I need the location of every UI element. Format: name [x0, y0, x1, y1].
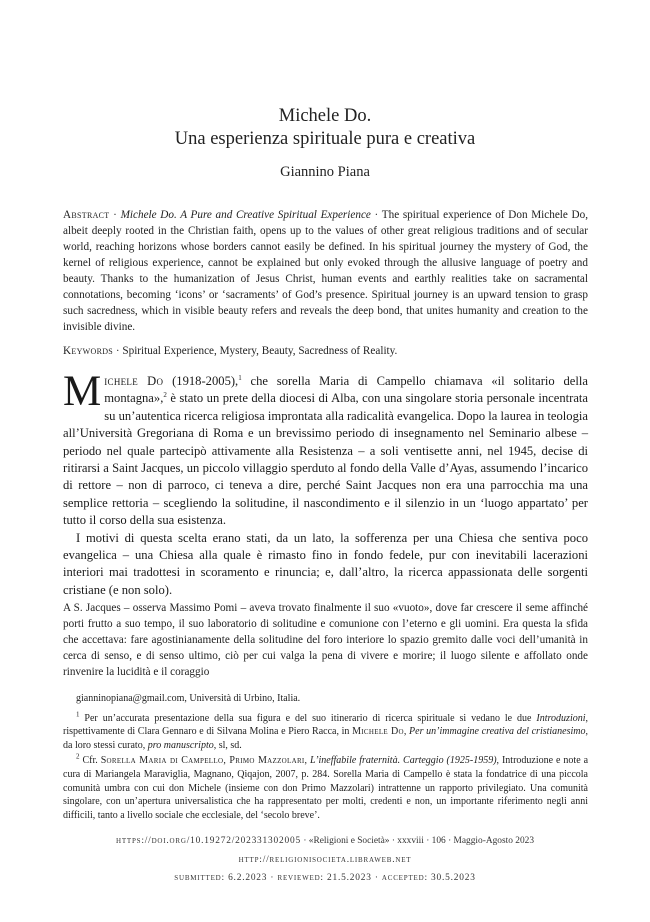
body-text [63, 368, 588, 599]
footnote-italic: pro manuscripto [147, 739, 214, 751]
footnote-1 [63, 712, 588, 753]
abstract-text: The spiritual experience of Don Michele Do, albeit deeply rooted in the Christian faith, opens up to the values of other great religious traditions and of secular world, reaching horizons whose borders cannot easily be defined. In his spiritual journey the mystery of God, the kernel of religious experience, cannot be explained but only evoked through the allusive language of poetry and beauty. Thanks to the humanization of Jesus Christ, human events and earthly realities take on sacramental connotations, becoming ‘icons’ or ‘sacraments’ of God’s presence. Spiritual journey is an upward tension to grasp such sacredness, which in visible beauty refers and reveals the deep bond, that unites humanity and creation to the invisible divine. [63, 209, 588, 333]
article-title [0, 105, 650, 151]
footnote-small-caps: Sorella Maria di Campello, Primo Mazzolari [100, 755, 305, 767]
footnote-text: , Introduzione e note a cura di Mariangela Maraviglia, Magnano, Qiqajon, 2007, p. 284. Sorella Maria di Campello è stata la fondatrice di una piccola comunità umbra con cui don Michele (insieme con don Primo Mazzolari) intrattenne un rapporto privilegiato. Una comunità singolare, con un’apertura universalistica che ha rappresentato per molti, credenti e non, un importante riferimento negli anni difficili, tanto a livello sociale che ecclesiale, del ‘secolo breve’. [63, 755, 589, 821]
footnote-ref-1[interactable]: 1 [238, 373, 242, 382]
abstract [63, 207, 588, 335]
footnote-text: Cfr. [79, 755, 101, 767]
footnote-italic: Per un’immagine creativa del cristianesimo [409, 726, 586, 738]
keywords [63, 343, 588, 359]
abstract-separator: · [109, 209, 121, 221]
footnote-text: , [403, 726, 410, 738]
footnote-ref-2[interactable]: 2 [163, 391, 167, 400]
name-small-caps: ichele Do [104, 374, 164, 388]
footnote-number: 2 [76, 753, 80, 762]
title-line-1: Michele Do. [278, 106, 372, 126]
abstract-separator-2: · [370, 209, 382, 221]
keywords-label: Keywords [63, 345, 114, 357]
footnote-text: , da loro stessi curato, [63, 726, 588, 751]
journal-url[interactable]: http://religionisocieta.libraweb.net [238, 855, 412, 865]
keywords-separator: · [113, 345, 123, 357]
footnote-text: , [304, 755, 310, 767]
block-quote: A S. Jacques – osserva Massimo Pomi – aveva trovato finalmente il suo «vuoto», dove far crescere il seme affinché porti frutto a suo tempo, il suo laboratorio di solitudine e comunione con l’eterno e gli uomini. Era questa la sfida che accettava: fare agostinianamente della solitudine del foro interiore lo spazio gremito dalle voci dell’umanità in cerca di senso, e di senso ultimo, ciò per cui valga la pena di vivere e morire; il luogo silente e affollato onde rinvenire la lucidità e il coraggio [63, 602, 588, 678]
footnote-text: , sl, sd. [213, 739, 242, 751]
paragraph-1-text: che sorella Maria di Campello chiamava «il solitario della montagna», [104, 374, 588, 406]
review-dates: submitted: 6.2.2023 · reviewed: 21.5.2023 · accepted: 30.5.2023 [174, 873, 476, 883]
abstract-label: Abstract [63, 209, 110, 221]
footnote-small-caps: Michele Do [352, 726, 404, 738]
abstract-english-title: Michele Do. A Pure and Creative Spiritual Experience [120, 209, 371, 221]
keywords-text: Spiritual Experience, Mystery, Beauty, Sacredness of Reality. [122, 345, 398, 357]
footnote-italic: Introduzioni [536, 712, 586, 724]
footnote-text: , rispettivamente di Clara Gennaro e di Silvana Molina e Piero Racca, in [63, 712, 588, 738]
drop-cap: M [63, 368, 102, 415]
paragraph-1-text: (1918-2005), [163, 374, 239, 388]
paragraph-2: I motivi di questa scelta erano stati, da un lato, la sofferenza per una Chiesa che sentiva poco evangelica – una Chiesa alla quale è rimasto fino in fondo fedele, pur con inevitabili lacerazioni interiori mai tradottesi in scoramento e rinuncia; e, dall’altro, la ricerca appassionata delle sorgenti cristiane (e non solo). [63, 530, 588, 597]
footnote-number: 1 [76, 710, 80, 719]
author-affiliation: gianninopiana@gmail.com, Università di Urbino, Italia. [76, 693, 301, 704]
citation-line [0, 836, 650, 846]
author-name: Giannino Piana [280, 164, 370, 180]
doi-link[interactable]: https://doi.org/10.19272/202331302005 [115, 836, 301, 846]
title-line-2: Una esperienza spirituale pura e creativa [174, 129, 476, 149]
footnote-text: Per un’accurata presentazione della sua figura e del suo itinerario di ricerca spirituale si vedano le due [79, 712, 537, 724]
footnote-italic: L’ineffabile fraternità. Carteggio (1925-1959) [310, 755, 497, 767]
journal-info: · «Religioni e Società» · xxxviii · 106 · Maggio-Agosto 2023 [300, 836, 535, 846]
footnote-2 [63, 754, 588, 822]
paragraph-1-text: è stato un prete della diocesi di Alba, con una singolare storia personale incentrata su un’autentica ricerca religiosa improntata alla radicalità evangelica. Dopo la laurea in teologia all’Università Gregoriana di Roma e un brevissimo periodo di insegnamento nel Seminario albese – periodo nel quale partecipò attivamente alla Resistenza – a soli ventisette anni, nel 1945, decise di ritirarsi a Saint Jacques, un piccolo villaggio sperduto al fondo della Valle d’Ayas, assumendo l’incarico di rettore – non di parroco, ci teneva a dire, perché Saint Jacques non era una parrocchia ma una semplice rettoria – scegliendo la solitudine, il nascondimento e il silenzio in un ‘luogo appartato’ per tutto il corso della sua esistenza. [63, 391, 588, 528]
footnotes [63, 692, 588, 824]
paragraph-1 [63, 368, 588, 530]
